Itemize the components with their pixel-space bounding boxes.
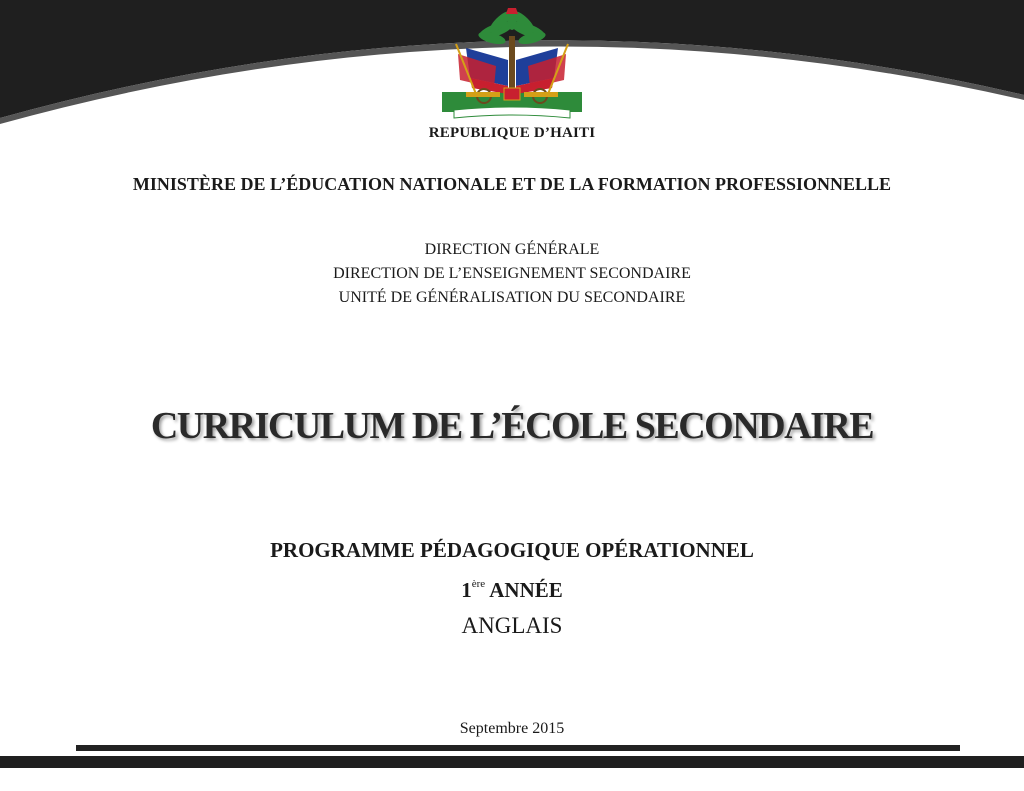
document-title: CURRICULUM DE L’ÉCOLE SECONDAIRE xyxy=(150,405,874,447)
direction-line: DIRECTION DE L’ENSEIGNEMENT SECONDAIRE xyxy=(333,265,691,282)
year-label: ANNÉE xyxy=(489,578,563,602)
program-title: PROGRAMME PÉDAGOGIQUE OPÉRATIONNEL xyxy=(270,538,754,562)
country-name: REPUBLIQUE D’HAITI xyxy=(428,125,596,141)
bottom-decorative-band xyxy=(0,756,1024,768)
directions-block xyxy=(0,238,1024,310)
year-number: 1 xyxy=(461,578,472,602)
direction-line: DIRECTION GÉNÉRALE xyxy=(424,241,600,258)
divider-rule xyxy=(76,745,960,751)
direction-line: UNITÉ DE GÉNÉRALISATION DU SECONDAIRE xyxy=(338,289,686,306)
coat-of-arms-emblem xyxy=(436,8,588,126)
school-year xyxy=(0,578,1024,603)
subject-name: ANGLAIS xyxy=(461,613,563,638)
publication-date: Septembre 2015 xyxy=(459,720,565,737)
year-suffix: ère xyxy=(471,578,486,590)
ministry-name: MINISTÈRE DE L’ÉDUCATION NATIONALE ET DE LA FORMATION PROFESSIONNELLE xyxy=(132,174,892,194)
